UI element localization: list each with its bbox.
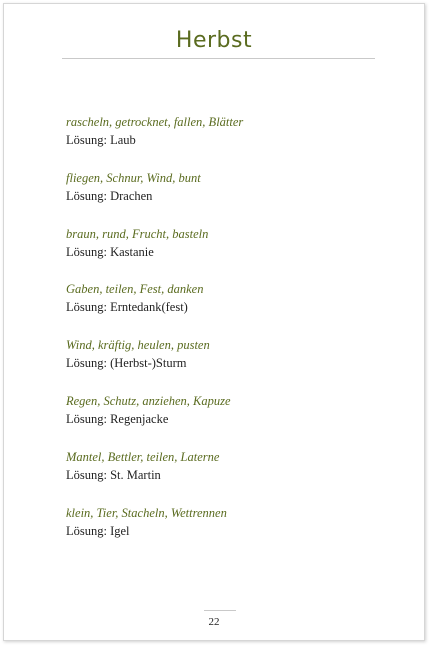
riddle-item (66, 170, 406, 226)
title-divider (62, 58, 375, 59)
riddle-solution: Lösung: (Herbst-)Sturm (66, 356, 187, 371)
riddle-solution: Lösung: St. Martin (66, 467, 161, 482)
riddle-solution: Lösung: Kastanie (66, 244, 154, 259)
riddle-solution: Lösung: Igel (66, 523, 130, 538)
document-page (3, 3, 425, 641)
riddle-clue: rascheln, getrocknet, fallen, Blätter (66, 115, 244, 129)
riddle-solution: Lösung: Drachen (66, 188, 153, 203)
page-title: Herbst (175, 28, 253, 53)
riddle-solution: Lösung: Laub (66, 133, 136, 147)
riddle-list (66, 114, 406, 560)
riddle-item (66, 281, 406, 337)
riddle-clue: Gaben, teilen, Fest, danken (66, 282, 204, 297)
riddle-clue: Mantel, Bettler, teilen, Laterne (66, 449, 220, 464)
footer-divider (204, 610, 236, 611)
riddle-item (66, 505, 406, 561)
riddle-clue: Wind, kräftig, heulen, pusten (66, 338, 210, 353)
page-number: 22 (208, 616, 220, 628)
riddle-item (66, 226, 406, 282)
riddle-item (66, 393, 406, 449)
riddle-clue: Regen, Schutz, anziehen, Kapuze (66, 393, 231, 408)
riddle-item (66, 449, 406, 505)
riddle-clue: fliegen, Schnur, Wind, bunt (66, 170, 201, 185)
riddle-item (66, 337, 406, 393)
riddle-solution: Lösung: Erntedank(fest) (66, 300, 188, 315)
riddle-clue: klein, Tier, Stacheln, Wettrennen (66, 505, 227, 520)
riddle-clue: braun, rund, Frucht, basteln (66, 226, 209, 241)
riddle-item (66, 114, 406, 170)
riddle-solution: Lösung: Regenjacke (66, 411, 169, 426)
